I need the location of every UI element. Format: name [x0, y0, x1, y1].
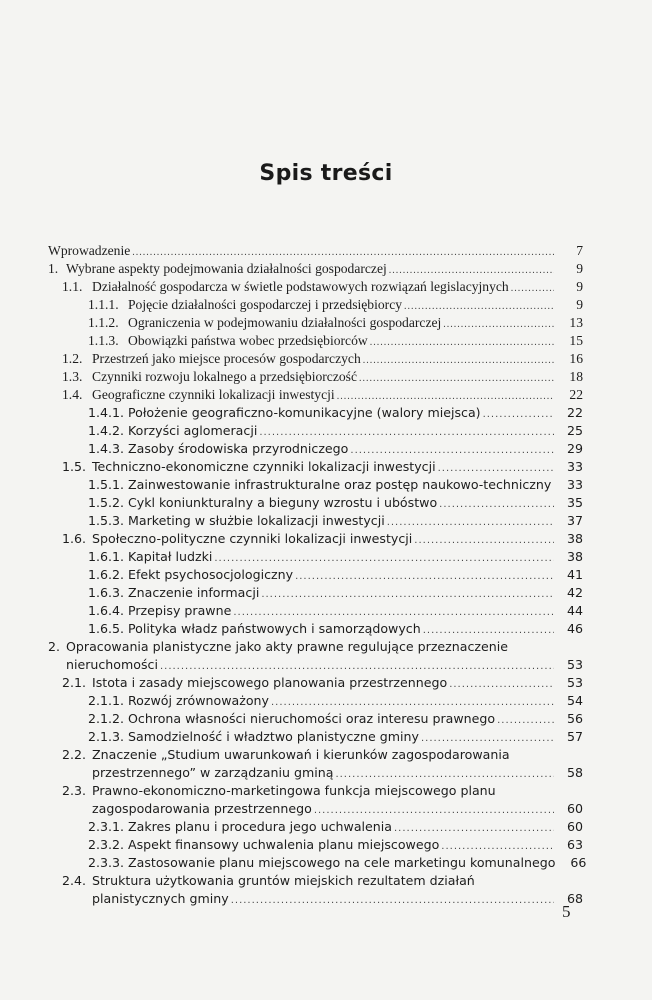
toc-entry-page: 60: [566, 801, 583, 816]
dot-leader: [449, 676, 554, 694]
toc-entry: [48, 260, 583, 278]
toc-entry-number: 2.1.2.: [88, 711, 125, 726]
toc-entry: [48, 602, 583, 620]
toc-entry-number: 1.4.3.: [88, 441, 125, 456]
toc-entry-number: 1.1.2.: [88, 315, 119, 330]
toc-entry-number: 2.: [48, 639, 61, 654]
toc-entry-number: 2.3.2.: [88, 837, 125, 852]
toc-entry-page: 57: [566, 729, 583, 744]
toc-entry-page: 56: [566, 711, 583, 726]
toc-entry-title: Społeczno-polityczne czynniki lokalizacji inwestycji: [92, 531, 413, 546]
toc-entry-number: 1.5.1.: [88, 477, 125, 492]
toc-entry-title-continuation: przestrzennego” w zarządzaniu gminą: [92, 765, 334, 780]
dot-leader: [414, 532, 554, 550]
toc-entry-title: Opracowania planistyczne jako akty prawne regulujące przeznaczenie: [66, 639, 509, 654]
toc-entry: [48, 728, 583, 746]
toc-entry-title: Ograniczenia w podejmowaniu działalności gospodarczej: [128, 315, 442, 330]
toc-entry-number: 2.2.: [62, 747, 87, 762]
toc-entry-page: 54: [566, 693, 583, 708]
toc-entry-page: 68: [566, 891, 583, 906]
toc-entry-number: 1.4.1.: [88, 405, 125, 420]
toc-entry-title: Geograficzne czynniki lokalizacji inwestycji: [92, 387, 335, 402]
toc-entry: [48, 422, 583, 440]
toc-entry-title: Prawno-ekonomiczno-marketingowa funkcja miejscowego planu: [92, 783, 496, 798]
toc-entry-number: 1.4.2.: [88, 423, 125, 438]
toc-entry-title: Położenie geograficzno-komunikacyjne (walory miejsca): [128, 405, 481, 420]
toc-entry-page: 22: [566, 405, 583, 420]
toc-entry-page: 9: [576, 279, 583, 294]
dot-leader: [359, 370, 554, 388]
toc-entry: [48, 746, 583, 764]
toc-entry-page: 42: [566, 585, 583, 600]
toc-entry: [48, 476, 583, 494]
toc-entry-page: 53: [566, 675, 583, 690]
dot-leader: [261, 586, 554, 604]
toc-entry-title: Techniczno-ekonomiczne czynniki lokalizacji inwestycji: [92, 459, 436, 474]
toc-entry: [48, 314, 583, 332]
toc-entry-number: 1.3.: [62, 369, 83, 384]
toc-entry-number: 1.: [48, 261, 59, 276]
toc-entry-page: 15: [569, 333, 583, 348]
toc-entry: [48, 620, 583, 638]
toc-entry-title: Wybrane aspekty podejmowania działalności gospodarczej: [66, 261, 387, 276]
toc-entry: [48, 818, 583, 836]
dot-leader: [363, 352, 554, 370]
toc-entry: [48, 692, 583, 710]
toc-entry-page: 29: [566, 441, 583, 456]
toc-entry-title: Kapitał ludzki: [128, 549, 213, 564]
toc-entry-continuation: [48, 764, 583, 782]
toc-entry-title: Czynniki rozwoju lokalnego a przedsiębiorczość: [92, 369, 357, 384]
toc-entry-page: 18: [569, 369, 583, 384]
toc-entry-page: 41: [566, 567, 583, 582]
toc-entry-number: 1.6.1.: [88, 549, 125, 564]
toc-entry-page: 66: [570, 855, 587, 870]
toc-entry-number: 2.3.3.: [88, 855, 125, 870]
toc-entry-page: 44: [566, 603, 583, 618]
toc-entry-page: 60: [566, 819, 583, 834]
toc-entry-number: 2.1.: [62, 675, 87, 690]
toc-entry-page: 25: [566, 423, 583, 438]
toc-entry-title: Zainwestowanie infrastrukturalne oraz postęp naukowo-techniczny: [128, 477, 552, 492]
toc-entry-page: 53: [566, 657, 583, 672]
toc-entry-number: 1.5.3.: [88, 513, 125, 528]
toc-entry-title: Obowiązki państwa wobec przedsiębiorców: [128, 333, 368, 348]
toc-entry: [48, 494, 583, 512]
toc-entry-title: Działalność gospodarcza w świetle podstawowych rozwiązań legislacyjnych: [92, 279, 509, 294]
toc-entry-page: 13: [569, 315, 583, 330]
toc-entry: [48, 674, 583, 692]
toc-entry: [48, 530, 583, 548]
toc-entry-title: Zastosowanie planu miejscowego na cele marketingu komunalnego: [128, 855, 556, 870]
toc-entry-page: 63: [566, 837, 583, 852]
toc-entry-number: 1.1.1.: [88, 297, 119, 312]
dot-leader: [295, 568, 554, 586]
toc-entry-page: 7: [576, 243, 583, 258]
toc-entry-number: 1.6.2.: [88, 567, 125, 582]
toc-entry-number: 1.6.4.: [88, 603, 125, 618]
dot-leader: [483, 406, 554, 424]
dot-leader: [553, 478, 554, 496]
toc-entry-title: Przepisy prawne: [128, 603, 232, 618]
toc-entry-page: 9: [576, 261, 583, 276]
toc-entry-title: Znaczenie „Studium uwarunkowań i kierunków zagospodarowania: [92, 747, 510, 762]
toc-entry-title: Istota i zasady miejscowego planowania przestrzennego: [92, 675, 448, 690]
toc-entry-title-continuation: nieruchomości: [66, 657, 158, 672]
toc-entry-number: 2.4.: [62, 873, 87, 888]
toc-entry-continuation: [48, 656, 583, 674]
toc-entry: [48, 332, 583, 350]
toc-entry-page: 46: [566, 621, 583, 636]
toc-entry: [48, 386, 583, 404]
toc-entry: [48, 296, 583, 314]
toc-entry-number: 1.5.2.: [88, 495, 125, 510]
toc-entry-title: Ochrona własności nieruchomości oraz interesu prawnego: [128, 711, 496, 726]
toc-entry-title: Zasoby środowiska przyrodniczego: [128, 441, 349, 456]
toc-entry-page: 58: [566, 765, 583, 780]
toc-entry-number: 2.3.1.: [88, 819, 125, 834]
page-title: Spis treści: [259, 160, 393, 186]
toc-entry-number: 1.1.3.: [88, 333, 119, 348]
toc-entry-page: 38: [566, 531, 583, 546]
toc-entry: [48, 584, 583, 602]
toc-entry-number: 1.4.: [62, 387, 83, 402]
toc-entry: [48, 404, 583, 422]
dot-leader: [497, 712, 554, 730]
toc-entry-number: 2.1.1.: [88, 693, 125, 708]
toc-entry-title: Cykl koniunkturalny a bieguny wzrostu i ubóstwo: [128, 495, 438, 510]
toc-entry-page: 22: [569, 387, 583, 402]
toc-entry-title: Zakres planu i procedura jego uchwalenia: [128, 819, 392, 834]
toc-entry: [48, 638, 583, 656]
toc-entry: [48, 368, 583, 386]
toc-entry-page: 35: [566, 495, 583, 510]
toc-entry-page: 16: [569, 351, 583, 366]
toc-entry: [48, 872, 583, 890]
toc-entry-title: Wprowadzenie: [48, 243, 131, 258]
toc-entry-page: 37: [566, 513, 583, 528]
table-of-contents: [48, 242, 587, 908]
toc-entry-number: 2.3.: [62, 783, 87, 798]
toc-entry: [48, 458, 583, 476]
toc-entry-title-continuation: planistycznych gminy: [92, 891, 229, 906]
toc-entry: [48, 350, 583, 368]
toc-entry-title: Korzyści aglomeracji: [128, 423, 258, 438]
toc-entry-page: 38: [566, 549, 583, 564]
toc-entry-title: Przestrzeń jako miejsce procesów gospodarczych: [92, 351, 361, 366]
toc-entry-title: Aspekt finansowy uchwalenia planu miejscowego: [128, 837, 440, 852]
toc-entry-number: 1.6.3.: [88, 585, 125, 600]
toc-entry: [48, 278, 583, 296]
toc-entry-title: Efekt psychosocjologiczny: [128, 567, 294, 582]
toc-entry: [48, 782, 583, 800]
toc-entry-title: Struktura użytkowania gruntów miejskich rezultatem działań: [92, 873, 475, 888]
toc-entry-title: Pojęcie działalności gospodarczej i przedsiębiorcy: [128, 297, 403, 312]
toc-entry-title: Znaczenie informacji: [128, 585, 260, 600]
dot-leader: [231, 892, 554, 910]
toc-entry-number: 2.1.3.: [88, 729, 125, 744]
dot-leader: [439, 496, 554, 514]
toc-entry-number: 1.2.: [62, 351, 83, 366]
toc-entry-number: 1.6.5.: [88, 621, 125, 636]
toc-entry: [48, 512, 583, 530]
toc-entry-page: 33: [566, 459, 583, 474]
toc-entry-continuation: [48, 800, 583, 818]
toc-entry-title-continuation: zagospodarowania przestrzennego: [92, 801, 312, 816]
toc-entry-continuation: [48, 890, 583, 908]
dot-leader: [511, 280, 554, 298]
toc-entry: [48, 440, 583, 458]
toc-entry-title: Rozwój zrównoważony: [128, 693, 269, 708]
toc-entry: [48, 836, 583, 854]
toc-entry: [48, 242, 583, 260]
toc-entry: [48, 566, 583, 584]
toc-entry: [48, 710, 583, 728]
page-number: 5: [562, 902, 571, 921]
toc-entry-page: 33: [566, 477, 583, 492]
toc-entry-title: Marketing w służbie lokalizacji inwestycji: [128, 513, 385, 528]
toc-entry: [48, 854, 587, 872]
toc-entry-number: 1.6.: [62, 531, 87, 546]
toc-entry-number: 1.5.: [62, 459, 87, 474]
toc-entry: [48, 548, 583, 566]
toc-entry-title: Polityka władz państwowych i samorządowych: [128, 621, 421, 636]
toc-entry-title: Samodzielność i władztwo planistyczne gminy: [128, 729, 419, 744]
dot-leader: [370, 334, 554, 352]
dot-leader: [443, 316, 554, 334]
toc-entry-number: 1.1.: [62, 279, 83, 294]
toc-entry-page: 9: [576, 297, 583, 312]
